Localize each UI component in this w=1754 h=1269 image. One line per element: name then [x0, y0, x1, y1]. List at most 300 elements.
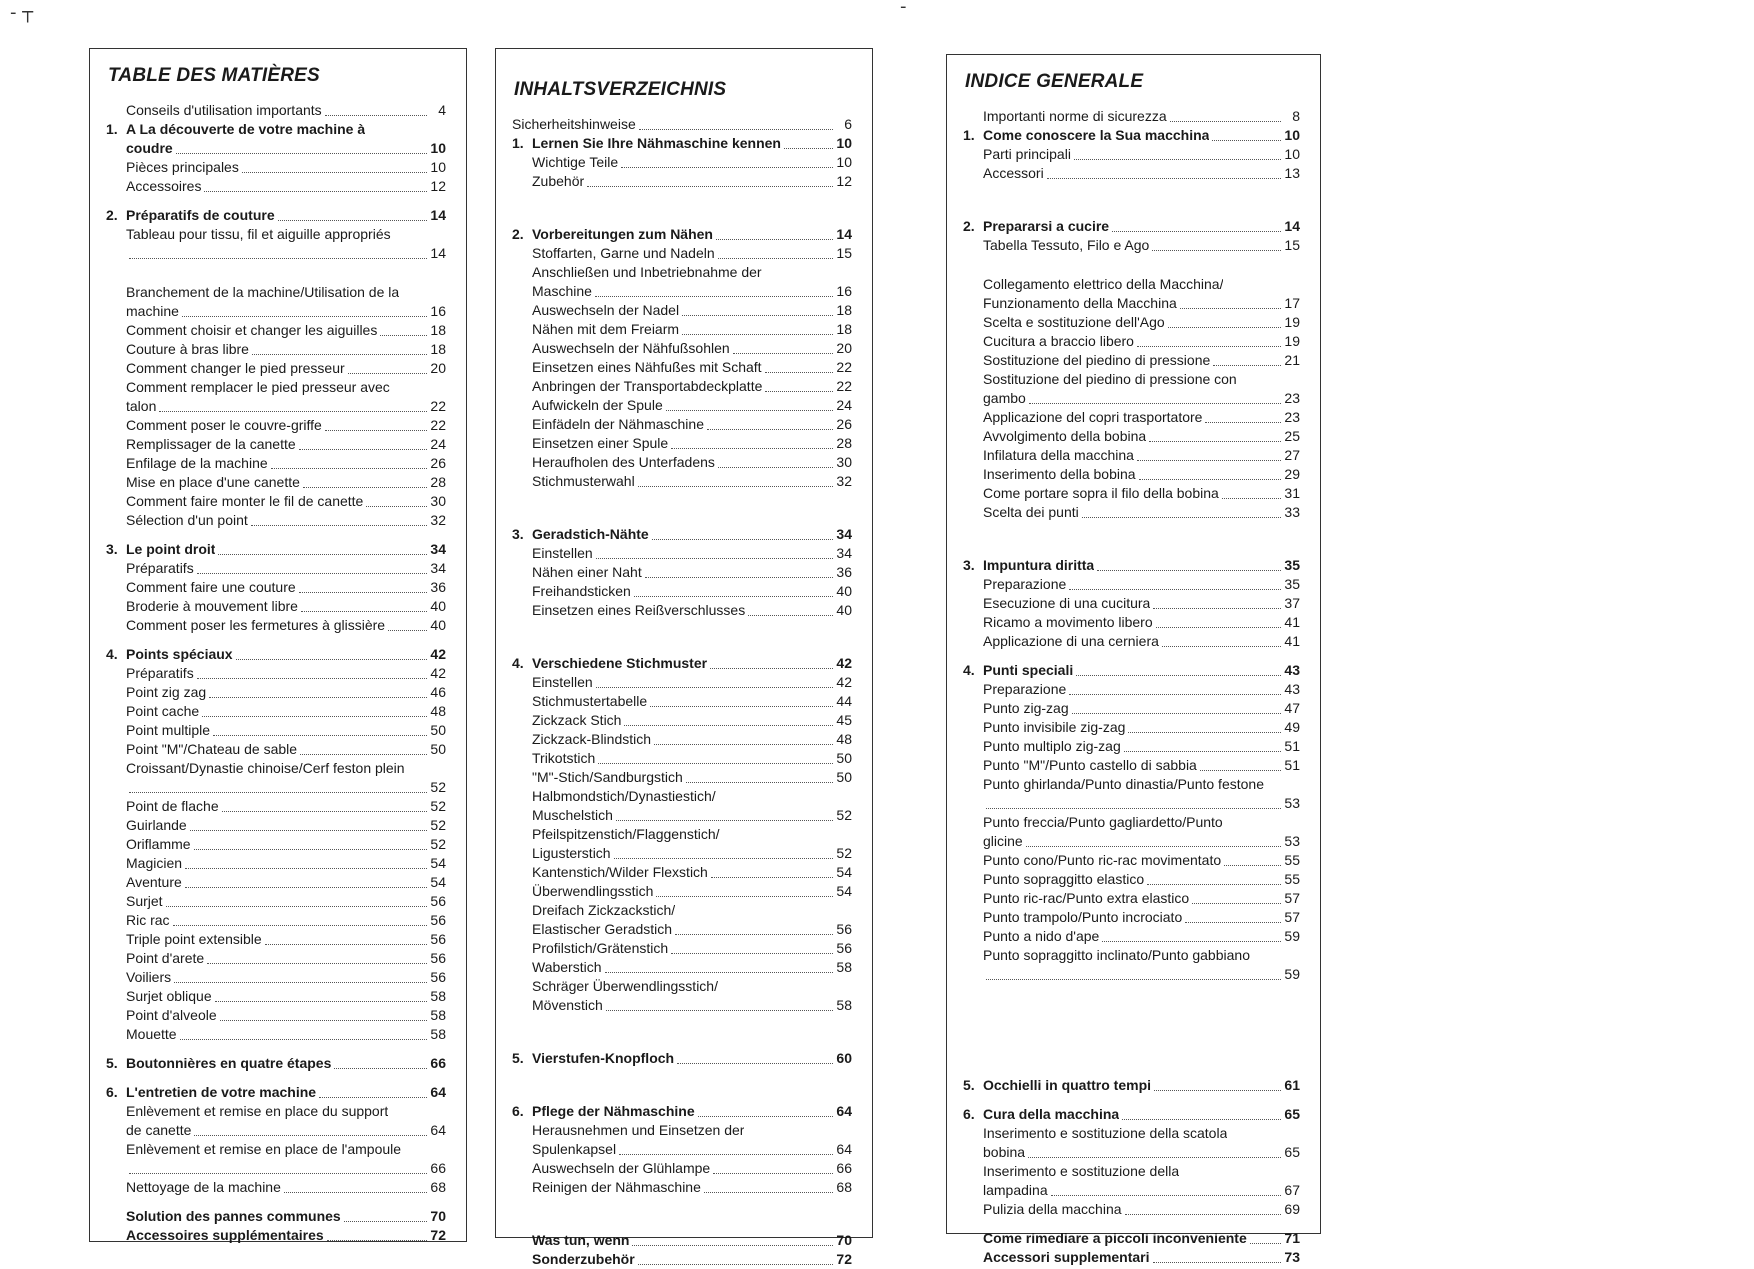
toc-leader-dots	[222, 811, 427, 812]
toc-leader-dots	[1170, 121, 1281, 122]
toc-entry-title: Herausnehmen und Einsetzen der	[532, 1122, 745, 1138]
toc-entry-title: Parti principali	[983, 146, 1071, 162]
toc-entry-number: 4.	[512, 655, 524, 671]
toc-entry	[106, 511, 446, 530]
toc-entry-title: Punto sopraggitto inclinato/Punto gabbiano	[983, 947, 1250, 963]
toc-entry	[963, 236, 1300, 255]
toc-entry-title: Reinigen der Nähmaschine	[532, 1179, 701, 1195]
toc-entry-page: 49	[1284, 719, 1300, 735]
toc-leader-dots	[1168, 327, 1281, 328]
toc-leader-dots	[666, 410, 833, 411]
toc-entry-title: gambo	[983, 390, 1026, 406]
toc-entry-title: Nähen mit dem Freiarm	[532, 321, 680, 337]
toc-leader-dots	[713, 1173, 833, 1174]
toc-entry-number: 3.	[963, 557, 975, 573]
toc-entry-page: 34	[836, 545, 852, 561]
toc-entry	[512, 544, 852, 563]
toc-entry-title: Preparazione	[983, 576, 1067, 592]
toc-entry-title: Remplissager de la canette	[126, 436, 296, 452]
toc-leader-dots	[1072, 713, 1281, 714]
toc-entry-number: 5.	[963, 1077, 975, 1093]
toc-entry-page: 25	[1284, 428, 1300, 444]
toc-entry-page: 18	[430, 341, 446, 357]
toc-entry-page: 58	[430, 1026, 446, 1042]
toc-leader-dots	[1122, 1119, 1281, 1120]
toc-entry	[106, 416, 446, 435]
toc-leader-dots	[173, 925, 427, 926]
toc-entry-page: 12	[836, 173, 852, 189]
toc-entry-page: 58	[836, 997, 852, 1013]
toc-entry-title: Einsetzen eines Nähfußes mit Schaft	[532, 359, 762, 375]
toc-entry-page: 64	[430, 1084, 446, 1100]
toc-entry-title: Punto a nido d'ape	[983, 928, 1100, 944]
toc-entry-number: 4.	[963, 662, 975, 678]
toc-entry	[963, 1248, 1300, 1267]
toc-entry	[512, 768, 852, 787]
toc-entry-title: Einsetzen eines Reißverschlusses	[532, 602, 746, 618]
toc-leader-dots	[190, 830, 427, 831]
toc-entry-page: 68	[836, 1179, 852, 1195]
toc-entry	[963, 556, 1300, 575]
toc-leader-dots	[176, 153, 427, 154]
toc-entry	[106, 225, 446, 244]
toc-entry-page: 18	[836, 321, 852, 337]
toc-entry-page: 44	[836, 693, 852, 709]
toc-leader-dots	[639, 129, 833, 130]
toc-entry	[963, 275, 1300, 294]
toc-leader-dots	[733, 353, 833, 354]
toc-entry-title: Point multiple	[126, 722, 211, 738]
toc-entry-title: Comment faire monter le fil de canette	[126, 493, 364, 509]
toc-entry-number: 6.	[963, 1106, 975, 1122]
toc-entry-title: Pflege der Nähmaschine	[532, 1103, 695, 1119]
toc-entry-title: Comment faire une couture	[126, 579, 296, 595]
toc-entry	[106, 892, 446, 911]
toc-entry	[106, 139, 446, 158]
toc-leader-dots	[129, 258, 427, 259]
toc-entry-title: Come rimediare a piccoli inconveniente	[983, 1230, 1247, 1246]
toc-entry-title: lampadina	[983, 1182, 1048, 1198]
toc-entry-title: Aventure	[126, 874, 182, 890]
toc-entry-title: Punto invisibile zig-zag	[983, 719, 1126, 735]
toc-leader-dots	[236, 659, 427, 660]
toc-leader-dots	[1192, 903, 1281, 904]
toc-entry-page: 54	[836, 864, 852, 880]
toc-entry	[106, 359, 446, 378]
toc-entry-title: Sostituzione del piedino di pressione	[983, 352, 1211, 368]
toc-entry-page: 34	[836, 526, 852, 542]
corner-mark-top-mid: -	[900, 0, 907, 17]
toc-entry-title: L'entretien de votre machine	[126, 1084, 317, 1100]
toc-leader-dots	[194, 1135, 427, 1136]
toc-entry-title: Spulenkapsel	[532, 1141, 617, 1157]
toc-entry	[963, 1229, 1300, 1248]
toc-entry-page: 20	[430, 360, 446, 376]
toc-entry-title: Croissant/Dynastie chinoise/Cerf feston plein	[126, 760, 405, 776]
toc-entry-title: Applicazione di una cerniera	[983, 633, 1159, 649]
toc-entry-title: Conseils d'utilisation importants	[126, 102, 322, 118]
toc-leader-dots	[1149, 441, 1281, 442]
toc-entry	[963, 1181, 1300, 1200]
toc-entry-title: Cucitura a braccio libero	[983, 333, 1134, 349]
toc-entry	[512, 415, 852, 434]
toc-entry-title: Preparazione	[983, 681, 1067, 697]
toc-entry	[963, 465, 1300, 484]
toc-leader-dots	[619, 1154, 833, 1155]
toc-entry	[512, 601, 852, 620]
toc-entry	[106, 664, 446, 683]
toc-entry	[963, 594, 1300, 613]
toc-entry-title: Accessoires supplémentaires	[126, 1227, 324, 1243]
toc-entry	[106, 120, 446, 139]
toc-entry-title: Mise en place d'une canette	[126, 474, 300, 490]
toc-entry-title: Comment remplacer le pied presseur avec	[126, 379, 390, 395]
toc-entry-title: Couture à bras libre	[126, 341, 249, 357]
toc-entry-page: 57	[1284, 890, 1300, 906]
toc-entry	[963, 613, 1300, 632]
toc-leader-dots	[1069, 694, 1281, 695]
toc-entry-title: Avvolgimento della bobina	[983, 428, 1147, 444]
toc-leader-dots	[986, 979, 1281, 980]
toc-entry-page: 71	[1284, 1230, 1300, 1246]
toc-entry-page: 54	[430, 874, 446, 890]
toc-entry-title: Enlèvement et remise en place de l'ampoule	[126, 1141, 402, 1157]
toc-entry-title: Punti speciali	[983, 662, 1074, 678]
toc-entry-page: 16	[430, 303, 446, 319]
toc-leader-dots	[1128, 732, 1281, 733]
toc-leader-dots	[252, 354, 427, 355]
toc-entry-title: Stichmustertabelle	[532, 693, 648, 709]
toc-entry-title: Punto zig-zag	[983, 700, 1069, 716]
toc-entry	[106, 1159, 446, 1178]
toc-entry	[963, 107, 1300, 126]
toc-leader-dots	[605, 972, 833, 973]
toc-entry-page: 10	[836, 154, 852, 170]
toc-entry	[106, 1226, 446, 1245]
toc-entry-title: Anschließen und Inbetriebnahme der	[532, 264, 762, 280]
toc-entry-title: Stoffarten, Garne und Nadeln	[532, 245, 715, 261]
toc-entry-page: 70	[430, 1208, 446, 1224]
toc-entry-title: Préparatifs	[126, 560, 194, 576]
toc-entry-title: Point cache	[126, 703, 200, 719]
toc-entry-page: 52	[836, 845, 852, 861]
toc-entry	[512, 825, 852, 844]
toc-entry-page: 61	[1284, 1077, 1300, 1093]
toc-entry-title: Zubehör	[532, 173, 585, 189]
toc-entry-page: 40	[836, 602, 852, 618]
toc-entry-title: Was tun, wenn	[532, 1232, 630, 1248]
toc-entry	[963, 408, 1300, 427]
toc-list-italian	[963, 107, 1300, 1267]
toc-entry-page: 56	[430, 969, 446, 985]
toc-list-french	[106, 101, 446, 1245]
toc-entry-number: 1.	[963, 127, 975, 143]
toc-entry-page: 72	[430, 1227, 446, 1243]
toc-entry	[512, 377, 852, 396]
toc-entry-title: Point de flache	[126, 798, 219, 814]
toc-entry	[512, 1159, 852, 1178]
toc-entry	[106, 797, 446, 816]
toc-leader-dots	[220, 1020, 427, 1021]
toc-entry-title: Comment poser le couvre-griffe	[126, 417, 322, 433]
toc-entry	[963, 575, 1300, 594]
toc-entry	[963, 699, 1300, 718]
toc-entry-title: "M"-Stich/Sandburgstich	[532, 769, 683, 785]
toc-entry-page: 48	[836, 731, 852, 747]
toc-leader-dots	[606, 1010, 833, 1011]
toc-leader-dots	[677, 1063, 833, 1064]
toc-leader-dots	[624, 725, 833, 726]
toc-entry	[512, 958, 852, 977]
toc-entry-title: Tableau pour tissu, fil et aiguille appropriés	[126, 226, 391, 242]
toc-entry-title: Tabella Tessuto, Filo e Ago	[983, 237, 1150, 253]
toc-entry	[106, 435, 446, 454]
toc-entry-number: 6.	[512, 1103, 524, 1119]
toc-entry-title: Halbmondstich/Dynastiestich/	[532, 788, 716, 804]
toc-entry-title: Accessori	[983, 165, 1044, 181]
toc-entry-page: 13	[1284, 165, 1300, 181]
toc-entry	[963, 332, 1300, 351]
toc-leader-dots	[638, 1264, 833, 1265]
toc-entry	[106, 1140, 446, 1159]
toc-entry	[512, 172, 852, 191]
toc-entry-page: 36	[836, 564, 852, 580]
toc-entry-page: 15	[1284, 237, 1300, 253]
toc-entry	[963, 1105, 1300, 1124]
toc-entry-page: 66	[430, 1055, 446, 1071]
toc-leader-dots	[587, 186, 833, 187]
toc-leader-dots	[698, 1116, 833, 1117]
toc-entry-page: 52	[430, 836, 446, 852]
toc-leader-dots	[716, 239, 833, 240]
toc-entry	[106, 101, 446, 120]
toc-entry-page: 43	[1284, 662, 1300, 678]
toc-entry-page: 70	[836, 1232, 852, 1248]
toc-leader-dots	[675, 934, 833, 935]
toc-entry	[106, 759, 446, 778]
toc-entry	[106, 854, 446, 873]
toc-entry	[512, 1049, 852, 1068]
toc-leader-dots	[1137, 346, 1281, 347]
toc-entry-title: Mouette	[126, 1026, 177, 1042]
toc-entry-title: Préparatifs	[126, 665, 194, 681]
toc-entry	[963, 1162, 1300, 1181]
toc-entry-number: 5.	[512, 1050, 524, 1066]
toc-entry	[106, 578, 446, 597]
toc-entry	[512, 654, 852, 673]
toc-entry-page: 14	[430, 245, 446, 261]
toc-entry-page: 65	[1284, 1144, 1300, 1160]
toc-leader-dots	[174, 982, 427, 983]
toc-leader-dots	[166, 906, 427, 907]
toc-entry-page: 56	[430, 950, 446, 966]
toc-entry	[512, 673, 852, 692]
toc-entry-title: Funzionamento della Macchina	[983, 295, 1177, 311]
toc-leader-dots	[986, 808, 1281, 809]
toc-entry-page: 30	[430, 493, 446, 509]
toc-entry-title: bobina	[983, 1144, 1026, 1160]
toc-entry-title: Point d'arete	[126, 950, 205, 966]
toc-leader-dots	[1162, 646, 1281, 647]
toc-leader-dots	[1069, 589, 1281, 590]
toc-entry-title: Guirlande	[126, 817, 187, 833]
toc-entry-page: 72	[836, 1251, 852, 1267]
toc-entry-title: Voiliers	[126, 969, 172, 985]
toc-leader-dots	[182, 316, 427, 317]
toc-leader-dots	[710, 668, 833, 669]
toc-entry-title: Auswechseln der Nähfußsohlen	[532, 340, 730, 356]
toc-entry-page: 14	[430, 207, 446, 223]
toc-entry-page: 22	[430, 417, 446, 433]
toc-entry-title: Auswechseln der Nadel	[532, 302, 680, 318]
toc-entry	[106, 340, 446, 359]
toc-entry-title: Verschiedene Stichmuster	[532, 655, 708, 671]
toc-entry	[512, 749, 852, 768]
toc-entry-page: 27	[1284, 447, 1300, 463]
toc-entry	[106, 597, 446, 616]
toc-entry-title: Schräger Überwendlingsstich/	[532, 978, 718, 994]
corner-mark-top-left: - ┬	[10, 2, 34, 23]
toc-entry-page: 55	[1284, 871, 1300, 887]
toc-entry-page: 12	[430, 178, 446, 194]
toc-entry-title: Nettoyage de la machine	[126, 1179, 281, 1195]
toc-entry	[106, 321, 446, 340]
toc-leader-dots	[1200, 770, 1281, 771]
toc-entry	[963, 1124, 1300, 1143]
toc-leader-dots	[645, 577, 833, 578]
toc-leader-dots	[704, 1192, 833, 1193]
toc-entry	[512, 863, 852, 882]
toc-entry	[963, 851, 1300, 870]
toc-entry	[106, 645, 446, 664]
toc-leader-dots	[682, 334, 833, 335]
toc-leader-dots	[1212, 140, 1281, 141]
toc-entry-title: machine	[126, 303, 179, 319]
toc-entry-page: 54	[836, 883, 852, 899]
toc-leader-dots	[1139, 479, 1281, 480]
toc-leader-dots	[1124, 751, 1281, 752]
toc-entry-page: 56	[836, 940, 852, 956]
toc-entry-page: 18	[430, 322, 446, 338]
toc-leader-dots	[1074, 159, 1281, 160]
toc-entry-page: 40	[836, 583, 852, 599]
toc-entry-page: 50	[836, 750, 852, 766]
toc-entry-page: 28	[430, 474, 446, 490]
toc-leader-dots	[159, 411, 427, 412]
toc-entry	[963, 661, 1300, 680]
toc-entry-page: 42	[836, 674, 852, 690]
toc-entry-page: 58	[430, 988, 446, 1004]
toc-entry-page: 48	[430, 703, 446, 719]
toc-entry-number: 1.	[512, 135, 524, 151]
toc-entry-page: 64	[836, 1103, 852, 1119]
toc-entry	[512, 939, 852, 958]
toc-leader-dots	[1213, 365, 1281, 366]
toc-entry-page: 22	[836, 378, 852, 394]
toc-entry	[106, 283, 446, 302]
toc-entry-page: 10	[430, 159, 446, 175]
toc-entry-title: Punto multiplo zig-zag	[983, 738, 1121, 754]
toc-entry	[512, 1250, 852, 1269]
toc-leader-dots	[327, 1240, 427, 1241]
toc-entry-page: 35	[1284, 576, 1300, 592]
toc-entry-title: Inserimento della bobina	[983, 466, 1136, 482]
toc-entry-page: 10	[1284, 127, 1300, 143]
toc-entry-title: Sélection d'un point	[126, 512, 248, 528]
toc-entry-page: 32	[836, 473, 852, 489]
toc-entry	[512, 453, 852, 472]
toc-entry	[106, 378, 446, 397]
toc-leader-dots	[1026, 846, 1281, 847]
toc-title-french: TABLE DES MATIÈRES	[108, 65, 320, 86]
toc-leader-dots	[301, 611, 427, 612]
toc-panel-german	[495, 48, 873, 1267]
toc-leader-dots	[616, 820, 833, 821]
toc-entry	[106, 702, 446, 721]
toc-entry-page: 47	[1284, 700, 1300, 716]
toc-entry	[106, 911, 446, 930]
toc-entry	[106, 740, 446, 759]
toc-entry-title: Point zig zag	[126, 684, 207, 700]
toc-entry-title: Points spéciaux	[126, 646, 233, 662]
toc-entry-title: Zickzack Stich	[532, 712, 622, 728]
toc-leader-dots	[129, 792, 427, 793]
toc-entry	[512, 582, 852, 601]
toc-leader-dots	[251, 525, 427, 526]
toc-leader-dots	[748, 615, 833, 616]
toc-entry-title: Pfeilspitzenstich/Flaggenstich/	[532, 826, 720, 842]
toc-entry	[963, 503, 1300, 522]
toc-entry-page: 45	[836, 712, 852, 728]
toc-leader-dots	[278, 220, 427, 221]
toc-entry-title: Branchement de la machine/Utilisation de la	[126, 284, 400, 300]
toc-leader-dots	[299, 592, 427, 593]
toc-leader-dots	[265, 944, 427, 945]
toc-entry-page: 21	[1284, 352, 1300, 368]
toc-entry-title: Infilatura della macchina	[983, 447, 1134, 463]
toc-entry-page: 55	[1284, 852, 1300, 868]
toc-entry-title: Point "M"/Chateau de sable	[126, 741, 298, 757]
toc-entry-number: 3.	[106, 541, 118, 557]
toc-entry-title: Punto cono/Punto ric-rac movimentato	[983, 852, 1222, 868]
toc-entry	[963, 927, 1300, 946]
toc-leader-dots	[303, 487, 427, 488]
toc-entry	[963, 370, 1300, 389]
toc-entry-title: Enlèvement et remise en place du support	[126, 1103, 389, 1119]
toc-entry	[512, 730, 852, 749]
toc-leader-dots	[765, 391, 833, 392]
toc-leader-dots	[595, 296, 833, 297]
toc-entry	[106, 302, 446, 321]
toc-entry-title: Ligusterstich	[532, 845, 611, 861]
toc-leader-dots	[765, 372, 833, 373]
toc-panel-italian	[946, 54, 1321, 1265]
toc-entry	[963, 126, 1300, 145]
toc-entry-number: 5.	[106, 1055, 118, 1071]
toc-leader-dots	[671, 953, 833, 954]
toc-entry-title: Muschelstich	[532, 807, 613, 823]
toc-entry-title: Geradstich-Nähte	[532, 526, 649, 542]
toc-leader-dots	[299, 449, 427, 450]
toc-entry	[106, 778, 446, 797]
toc-entry-title: Maschine	[532, 283, 592, 299]
toc-entry-page: 50	[430, 722, 446, 738]
toc-leader-dots	[388, 630, 427, 631]
toc-entry-title: Kantenstich/Wilder Flexstich	[532, 864, 708, 880]
toc-entry	[963, 164, 1300, 183]
toc-entry-title: Ric rac	[126, 912, 170, 928]
toc-entry-title: Inserimento e sostituzione della scatola	[983, 1125, 1228, 1141]
